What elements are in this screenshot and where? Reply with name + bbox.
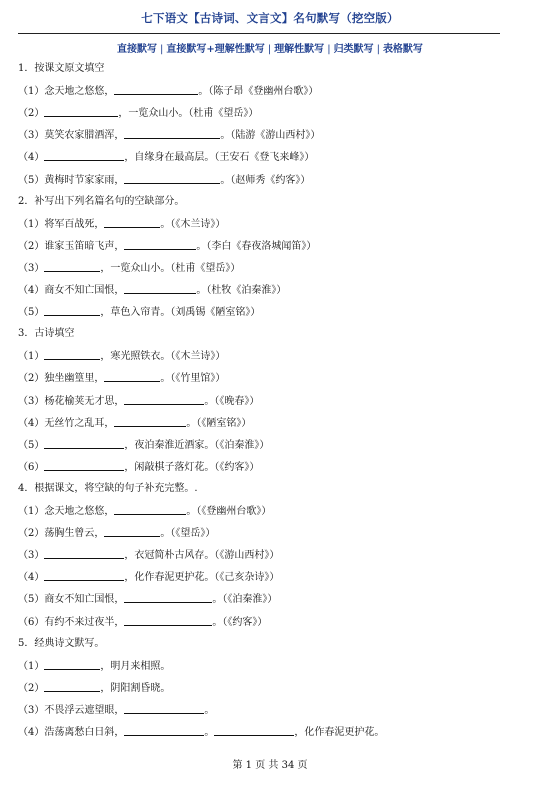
question-text: ，夜泊秦淮近酒家。（《泊秦淮》） <box>124 439 270 451</box>
question-line <box>18 173 310 187</box>
answer-blank[interactable] <box>124 592 212 603</box>
question-text: （4）商女不知亡国恨， <box>18 285 125 296</box>
answer-blank[interactable] <box>44 570 124 581</box>
question-text: ，阴阳割昏晓。 <box>100 682 171 694</box>
question-text: 。（杜牧《泊秦淮》） <box>196 285 287 296</box>
question-text: （1） <box>18 660 45 672</box>
answer-blank[interactable] <box>114 84 198 95</box>
question-line <box>18 239 316 253</box>
question-text: （1）念天地之悠悠， <box>18 86 115 98</box>
question-text: （2）荡胸生曾云， <box>18 528 105 540</box>
category-nav <box>0 40 540 55</box>
question-line <box>18 592 277 606</box>
question-text: 。（《竹里馆》） <box>160 373 226 385</box>
question-line <box>18 570 279 584</box>
section-heading: 2．补写出下列名篇名句的空缺部分。 <box>18 195 185 207</box>
question-line <box>18 84 318 98</box>
nav-separator: | <box>267 44 272 55</box>
question-text: 。（《晚春》） <box>204 395 260 407</box>
nav-link[interactable]: 表格默写 <box>382 44 423 55</box>
question-line <box>18 460 259 474</box>
question-text: （4） <box>18 152 45 164</box>
question-text: ，闲敲棋子落灯花。（《约客》） <box>124 461 260 473</box>
question-text: ，一览众山小。（杜甫《望岳》） <box>118 108 259 120</box>
nav-separator: | <box>160 44 164 55</box>
question-text: （5） <box>18 439 45 451</box>
nav-link[interactable]: 直接默写+理解性默写 <box>166 44 265 55</box>
page-title: 七下语文【古诗词、文言文】名句默写（挖空版） <box>141 11 399 25</box>
question-text: （1）将军百战死， <box>18 218 105 230</box>
answer-blank[interactable] <box>124 394 204 405</box>
question-text: ，明月来相照。 <box>100 660 171 672</box>
answer-blank[interactable] <box>114 416 186 427</box>
question-text: 。（赵师秀《约客》） <box>220 174 311 186</box>
question-text: （4）无丝竹之乱耳， <box>18 417 115 429</box>
question-text: （5）黄梅时节家家雨， <box>18 174 125 186</box>
section-heading: 3．古诗填空 <box>18 328 75 340</box>
question-text: 。（《约客》） <box>212 616 268 628</box>
question-line <box>18 548 279 562</box>
nav-separator: | <box>327 44 331 55</box>
answer-blank[interactable] <box>44 681 100 692</box>
answer-blank[interactable] <box>44 438 124 449</box>
title-divider <box>18 33 500 34</box>
nav-link[interactable]: 归类默写 <box>333 44 374 55</box>
question-text: （1） <box>18 351 45 363</box>
answer-blank[interactable] <box>44 305 100 316</box>
answer-blank[interactable] <box>124 615 212 626</box>
answer-blank[interactable] <box>104 526 160 537</box>
question-line <box>18 217 225 231</box>
answer-blank[interactable] <box>104 217 160 228</box>
question-text: ，衣冠简朴古风存。（《游山西村》） <box>124 550 280 562</box>
question-text: ，化作春泥更护花。 <box>294 727 385 738</box>
question-line <box>18 703 214 717</box>
question-line <box>18 526 215 540</box>
question-line <box>18 128 320 142</box>
nav-link[interactable]: 理解性默写 <box>274 44 325 55</box>
question-text: 。（陈子昂《登幽州台歌》） <box>198 86 319 98</box>
question-line <box>18 150 314 164</box>
question-text: ，草色入帘青。（刘禹锡《陋室铭》） <box>100 307 261 319</box>
answer-blank[interactable] <box>124 239 196 250</box>
section-heading: 5．经典诗文默写。 <box>18 637 105 649</box>
question-text: （2） <box>18 108 45 120</box>
question-text: ，自缘身在最高层。（王安石《登飞来峰》） <box>124 152 315 164</box>
question-text: 。（《木兰诗》） <box>160 218 226 230</box>
question-text: 。（《登幽州台歌》） <box>186 506 272 517</box>
question-line <box>18 283 286 297</box>
question-text: （2）独坐幽篁里， <box>18 373 105 385</box>
question-text: 。（《望岳》） <box>160 528 216 540</box>
question-text: （3）杨花榆荚无才思， <box>18 395 125 407</box>
question-line <box>18 438 269 452</box>
question-text: （4）浩荡离愁白日斜， <box>18 727 125 738</box>
answer-blank[interactable] <box>124 173 220 184</box>
question-line <box>18 394 259 408</box>
page-footer: 第 1 页 共 34 页 <box>232 760 308 771</box>
question-text: ，化作春泥更护花。（《己亥杂诗》） <box>124 572 280 584</box>
question-text: （3）莫笑农家腊酒浑， <box>18 130 125 142</box>
answer-blank[interactable] <box>124 283 196 294</box>
answer-blank[interactable] <box>44 150 124 161</box>
question-text: ，寒光照铁衣。（《木兰诗》） <box>100 351 226 363</box>
answer-blank[interactable] <box>124 703 204 714</box>
question-line <box>18 416 251 430</box>
question-line <box>18 106 258 120</box>
question-text: （2） <box>18 682 45 694</box>
answer-blank[interactable] <box>114 504 186 515</box>
answer-blank[interactable] <box>44 659 100 670</box>
question-text: （3） <box>18 262 45 274</box>
question-text: （5）商女不知亡国恨， <box>18 594 125 606</box>
question-text: （6）有约不来过夜半， <box>18 616 125 628</box>
question-line <box>18 305 260 319</box>
answer-blank[interactable] <box>44 261 100 272</box>
question-text: 。 <box>204 704 215 716</box>
question-text: 。（《陋室铭》） <box>186 417 252 429</box>
question-text: ，一览众山小。（杜甫《望岳》） <box>100 262 241 274</box>
answer-blank[interactable] <box>44 106 118 117</box>
question-line <box>18 615 267 629</box>
answer-blank[interactable] <box>124 128 220 139</box>
question-text: （5） <box>18 307 45 319</box>
question-line <box>18 504 271 518</box>
question-text: 。（李白《春夜洛城闻笛》） <box>196 240 317 252</box>
answer-blank[interactable] <box>214 725 294 736</box>
question-line <box>18 371 225 385</box>
answer-blank[interactable] <box>44 548 124 559</box>
question-text: （3） <box>18 550 45 562</box>
answer-blank[interactable] <box>44 349 100 360</box>
answer-blank[interactable] <box>104 371 160 382</box>
question-text: （6） <box>18 461 45 473</box>
answer-blank[interactable] <box>44 460 124 471</box>
question-text: 。 <box>204 727 215 738</box>
nav-link[interactable]: 直接默写 <box>117 44 158 55</box>
nav-separator: | <box>376 44 380 55</box>
question-line <box>18 725 384 739</box>
question-line <box>18 659 170 673</box>
question-text: 。（陆游《游山西村》） <box>220 130 321 142</box>
question-text: （1）念天地之悠悠， <box>18 506 115 517</box>
answer-blank[interactable] <box>124 725 204 736</box>
question-line <box>18 261 240 275</box>
question-text: 。（《泊秦淮》） <box>212 594 278 606</box>
question-text: （4） <box>18 572 45 584</box>
question-line <box>18 349 225 363</box>
question-line <box>18 681 170 695</box>
section-heading: 4．根据课文，将空缺的句子补充完整。. <box>18 482 198 494</box>
question-text: （3）不畏浮云遮望眼， <box>18 704 125 716</box>
question-text: （2）谁家玉笛暗飞声， <box>18 240 125 252</box>
section-heading: 1．按课文原文填空 <box>18 63 105 74</box>
